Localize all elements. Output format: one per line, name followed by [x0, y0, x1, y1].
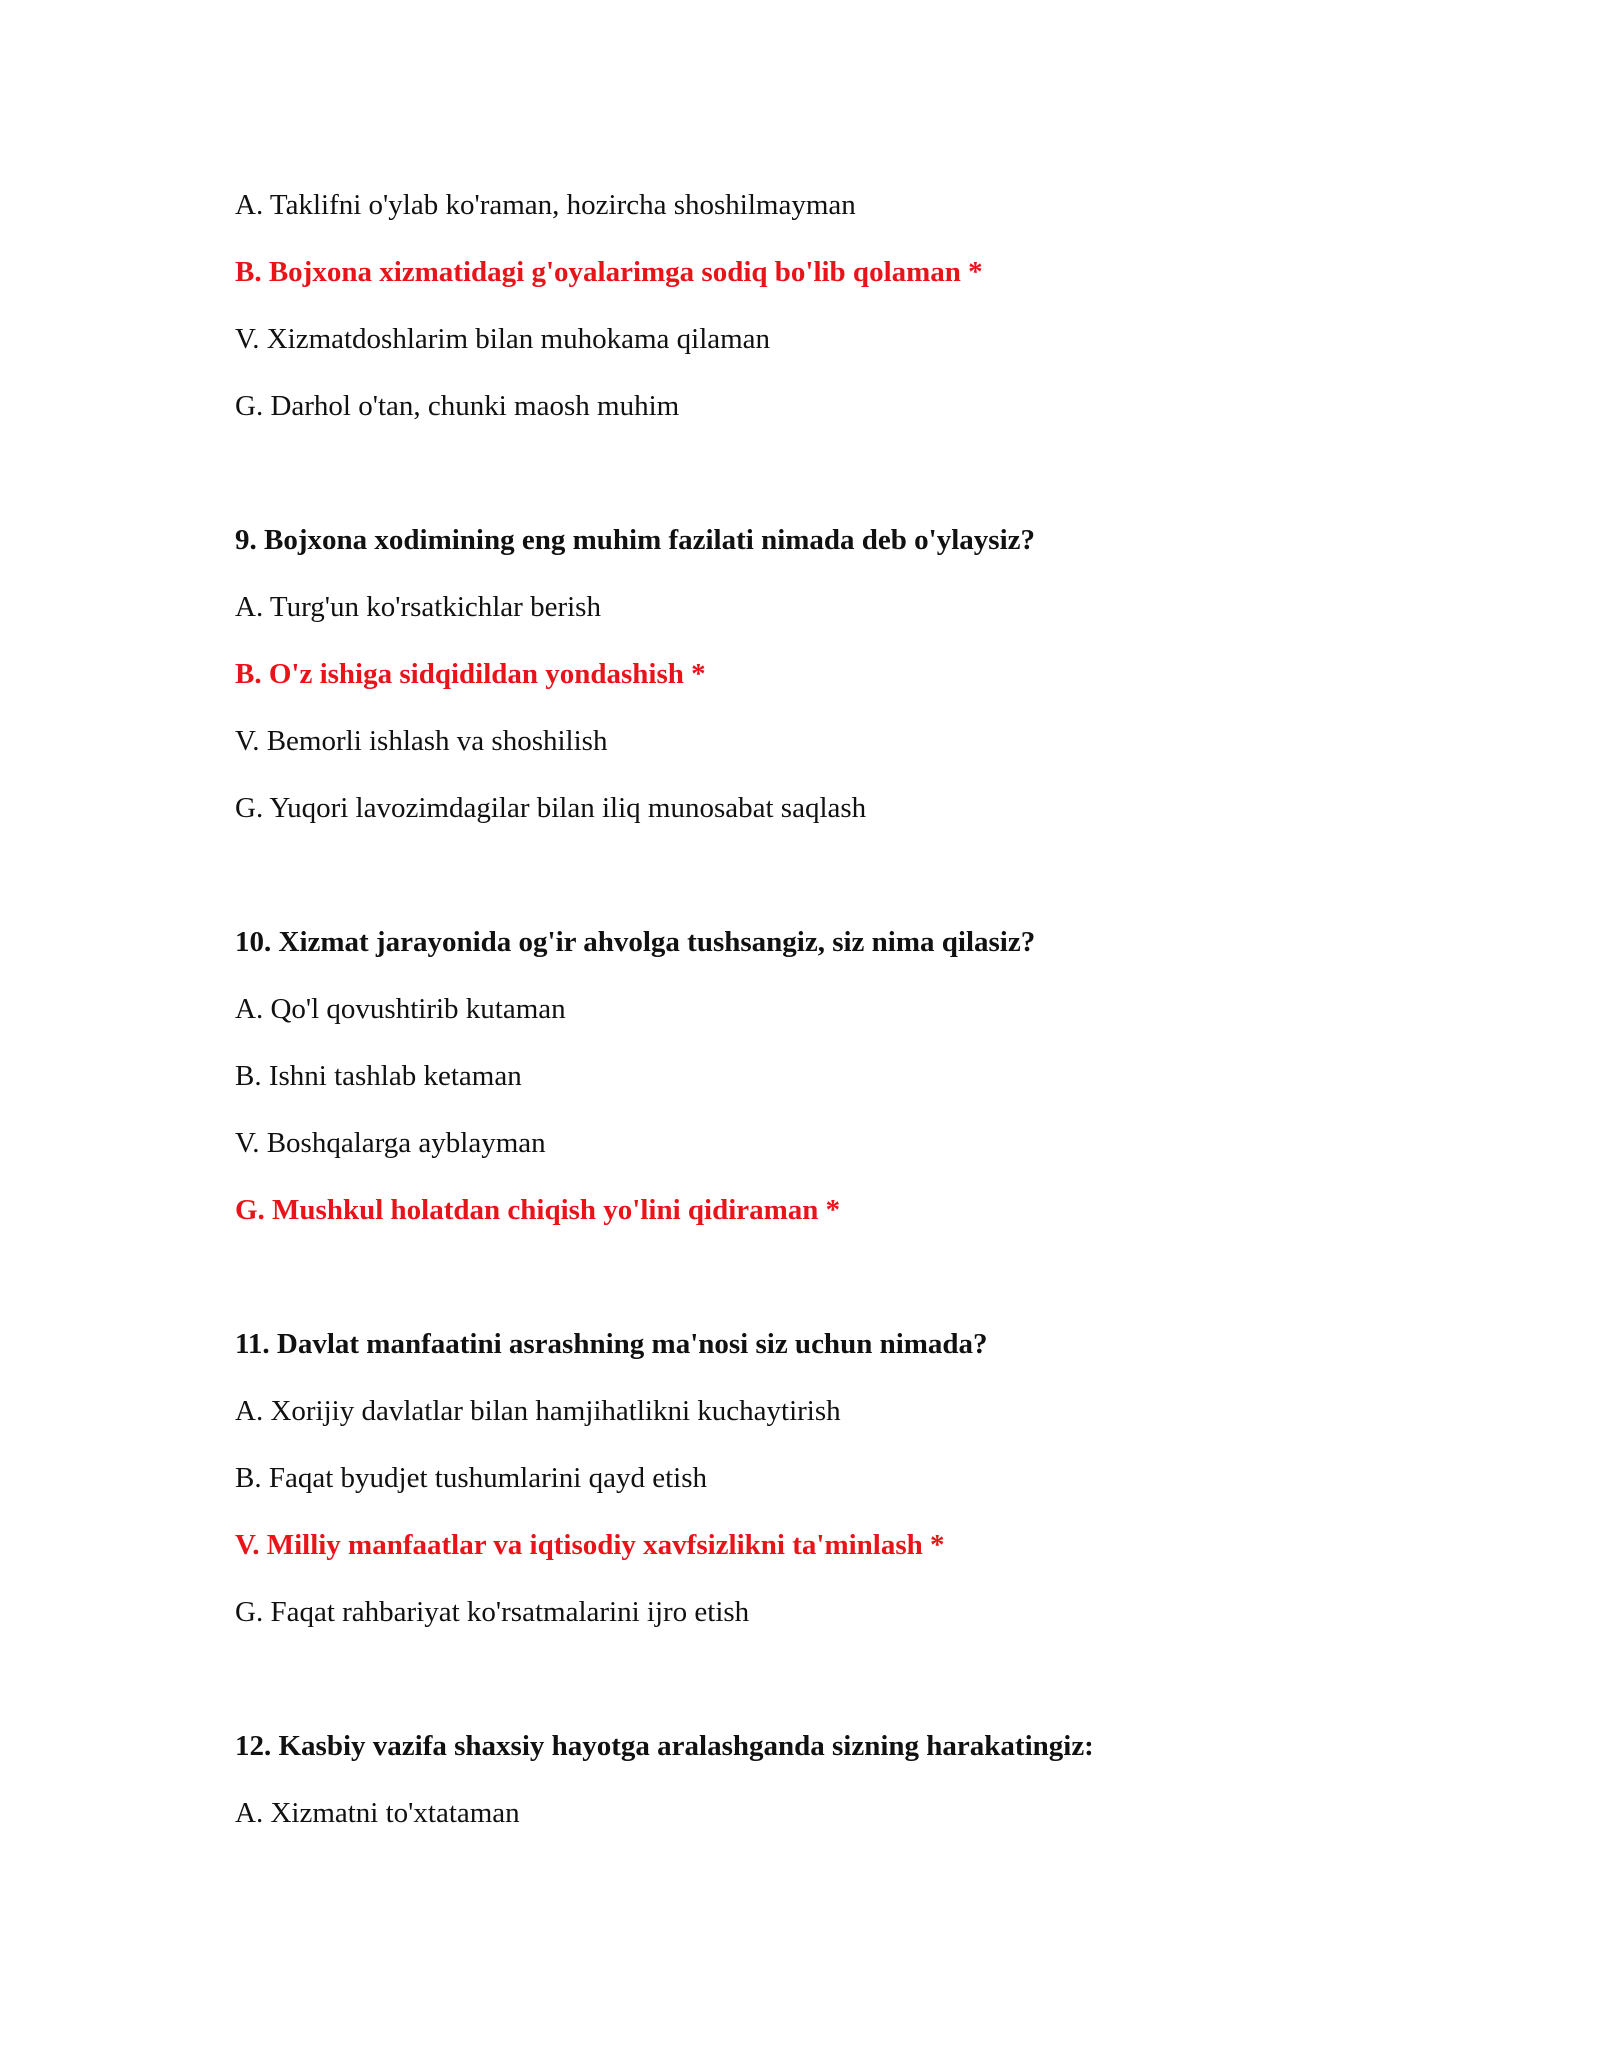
q10-option-v: V. Boshqalarga ayblayman — [235, 1127, 546, 1159]
q12-question: 12. Kasbiy vazifa shaxsiy hayotga aralashganda sizning harakatingiz: — [235, 1730, 1094, 1762]
q11-option-b: B. Faqat byudjet tushumlarini qayd etish — [235, 1462, 708, 1494]
q10-option-g-correct: G. Mushkul holatdan chiqish yo'lini qidiraman * — [235, 1194, 841, 1226]
q8-option-v: V. Xizmatdoshlarim bilan muhokama qilaman — [235, 323, 771, 355]
q9-option-b-correct: B. O'z ishiga sidqidildan yondashish * — [235, 658, 706, 690]
q9-option-a: A. Turg'un ko'rsatkichlar berish — [235, 591, 601, 623]
q10-question: 10. Xizmat jarayonida og'ir ahvolga tushsangiz, siz nima qilasiz? — [235, 926, 1036, 958]
q11-question: 11. Davlat manfaatini asrashning ma'nosi siz uchun nimada? — [235, 1328, 988, 1360]
q8-option-a: A. Taklifni o'ylab ko'raman, hozircha shoshilmayman — [235, 189, 856, 221]
q12-option-a: A. Xizmatni to'xtataman — [235, 1797, 520, 1829]
q10-option-b: B. Ishni tashlab ketaman — [235, 1060, 522, 1092]
q11-option-v-correct: V. Milliy manfaatlar va iqtisodiy xavfsizlikni ta'minlash * — [235, 1529, 945, 1561]
q9-question: 9. Bojxona xodimining eng muhim fazilati nimada deb o'ylaysiz? — [235, 524, 1036, 556]
q11-option-g: G. Faqat rahbariyat ko'rsatmalarini ijro etish — [235, 1596, 750, 1628]
q9-option-g: G. Yuqori lavozimdagilar bilan iliq munosabat saqlash — [235, 792, 867, 824]
q9-option-v: V. Bemorli ishlash va shoshilish — [235, 725, 608, 757]
q10-option-a: A. Qo'l qovushtirib kutaman — [235, 993, 566, 1025]
q11-option-a: A. Xorijiy davlatlar bilan hamjihatlikni kuchaytirish — [235, 1395, 841, 1427]
q8-option-b-correct: B. Bojxona xizmatidagi g'oyalarimga sodiq bo'lib qolaman * — [235, 256, 983, 288]
q8-option-g: G. Darhol o'tan, chunki maosh muhim — [235, 390, 680, 422]
